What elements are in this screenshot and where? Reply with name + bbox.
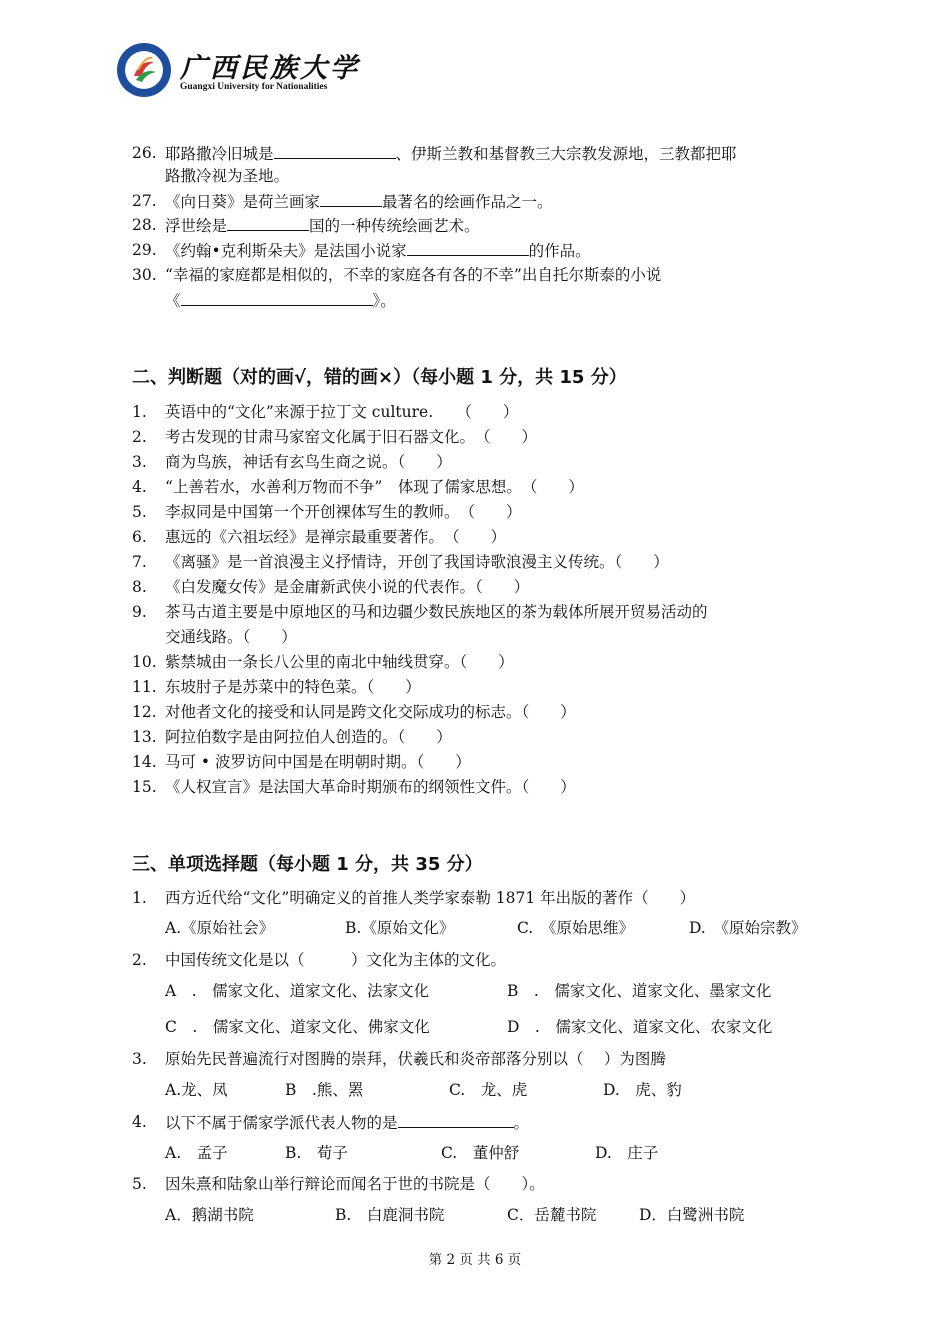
question-text[interactable]: 茶马古道主要是中原地区的马和边疆少数民族地区的茶为载体所展开贸易活动的 — [165, 603, 708, 621]
option-d[interactable]: D. 《原始宗教》 — [689, 919, 807, 937]
question-text[interactable]: 英语中的“文化”来源于拉丁文 culture. （ ） — [165, 403, 519, 421]
question-text[interactable]: 《白发魔女传》是金庸新武侠小说的代表作。（ ） — [165, 578, 530, 596]
option-b[interactable]: B. 荀子 — [285, 1144, 348, 1162]
true-false-item — [132, 552, 669, 572]
fill-question-26 — [132, 143, 737, 163]
true-false-item-cont[interactable]: 交通线路。（ ） — [165, 628, 297, 646]
question-text[interactable]: 惠远的《六祖坛经》是禅宗最重要著作。 （ ） — [165, 528, 507, 546]
choice-question-2 — [132, 950, 507, 970]
question-number: 2. — [132, 951, 147, 969]
question-number: 2. — [132, 428, 147, 446]
answer-blank[interactable] — [227, 215, 309, 231]
question-text[interactable]: 《离骚》是一首浪漫主义抒情诗，开创了我国诗歌浪漫主义传统。（ ） — [165, 553, 669, 571]
option-d[interactable]: D. 庄子 — [595, 1144, 659, 1162]
option-a[interactable]: A . 儒家文化、道家文化、法家文化 — [165, 982, 430, 1000]
answer-blank[interactable] — [181, 290, 373, 306]
fill-question-30 — [132, 265, 662, 285]
option-d[interactable]: D . 儒家文化、道家文化、农家文化 — [507, 1018, 773, 1036]
true-false-item — [132, 602, 708, 622]
option-b[interactable]: B . 儒家文化、道家文化、墨家文化 — [507, 982, 772, 1000]
answer-blank[interactable] — [398, 1112, 514, 1128]
question-number: 1. — [132, 403, 147, 421]
option-a[interactable]: A. 孟子 — [165, 1144, 228, 1162]
true-false-item — [132, 477, 584, 497]
option-a[interactable]: A．鹅湖书院 — [165, 1206, 254, 1224]
true-false-item — [132, 527, 507, 547]
question-text: 、伊斯兰教和基督教三大宗教发源地，三教都把耶 — [395, 145, 737, 163]
true-false-item — [132, 777, 576, 797]
question-text[interactable]: 东坡肘子是苏菜中的特色菜。（ ） — [165, 678, 421, 696]
question-text[interactable]: 考古发现的甘肃马家窑文化属于旧石器文化。 （ ） — [165, 428, 538, 446]
question-number: 12. — [132, 703, 157, 721]
choice-question-1 — [132, 888, 696, 908]
page-number: 第 2 页 共 6 页 — [428, 1252, 522, 1268]
question-number: 30. — [132, 266, 157, 284]
option-a[interactable]: A.龙、凤 — [165, 1081, 228, 1099]
question-text[interactable]: 紫禁城由一条长八公里的南北中轴线贯穿。（ ） — [165, 653, 514, 671]
option-a[interactable]: A.《原始社会》 — [165, 919, 275, 937]
question-text: 耶路撒冷旧城是 — [165, 145, 274, 163]
question-number: 28. — [132, 216, 157, 234]
fill-question-30-cont — [165, 290, 396, 311]
answer-blank[interactable] — [274, 143, 396, 159]
question-text[interactable]: 商为鸟族，神话有玄鸟生商之说。（ ） — [165, 453, 452, 471]
university-name-cn: 广西民族大学 — [180, 53, 360, 84]
question-text: 国的一种传统绘画艺术。 — [309, 217, 480, 235]
question-text: 因朱熹和陆象山举行辩论而闻名于世的书院是（ ）。 — [165, 1175, 545, 1193]
question-text: 西方近代给“文化”明确定义的首推人类学家泰勒 1871 年出版的著作（ ） — [165, 889, 696, 907]
question-text[interactable]: 阿拉伯数字是由阿拉伯人创造的。（ ） — [165, 728, 452, 746]
answer-blank[interactable] — [320, 191, 382, 207]
fill-question-27 — [132, 191, 553, 211]
true-false-item — [132, 402, 519, 422]
question-text: 《向日葵》是荷兰画家 — [165, 193, 321, 211]
section-title-single-choice: 三、单项选择题（每小题 1 分，共 35 分） — [132, 854, 483, 875]
university-name-en: Guangxi University for Nationalities — [180, 82, 328, 92]
question-text[interactable]: 李叔同是中国第一个开创裸体写生的教师。 （ ） — [165, 503, 522, 521]
question-number: 4. — [132, 1113, 147, 1131]
university-logo-icon — [116, 42, 172, 98]
question-number: 4. — [132, 478, 147, 496]
question-number: 15. — [132, 778, 157, 796]
question-number: 11. — [132, 678, 157, 696]
question-number: 26. — [132, 144, 157, 162]
question-text: 中国传统文化是以（ ）文化为主体的文化。 — [165, 951, 507, 969]
answer-blank[interactable] — [407, 240, 529, 256]
true-false-item — [132, 427, 538, 447]
option-c[interactable]: C. 《原始思维》 — [517, 919, 634, 937]
option-c[interactable]: C. 龙、虎 — [449, 1081, 528, 1099]
choice-question-5 — [132, 1174, 545, 1194]
option-b[interactable]: B. 白鹿洞书院 — [335, 1206, 445, 1224]
question-text[interactable]: “上善若水，水善利万物而不争” 体现了儒家思想。 （ ） — [165, 478, 584, 496]
question-number: 10. — [132, 653, 157, 671]
true-false-item — [132, 652, 514, 672]
option-b[interactable]: B .熊、罴 — [285, 1081, 364, 1099]
question-number: 3. — [132, 1050, 147, 1068]
question-text: 最著名的绘画作品之一。 — [382, 193, 553, 211]
question-text[interactable]: 对他者文化的接受和认同是跨文化交际成功的标志。（ ） — [165, 703, 576, 721]
fill-question-29 — [132, 240, 591, 260]
question-text: “幸福的家庭都是相似的，不幸的家庭各有各的不幸”出自托尔斯泰的小说 — [165, 266, 662, 284]
question-number: 27. — [132, 192, 157, 210]
question-text: 。 — [513, 1114, 530, 1132]
question-number: 14. — [132, 753, 157, 771]
question-number: 9. — [132, 603, 147, 621]
option-b[interactable]: B.《原始文化》 — [345, 919, 455, 937]
true-false-item — [132, 502, 522, 522]
question-text: 原始先民普遍流行对图腾的崇拜，伏羲氏和炎帝部落分别以（ ）为图腾 — [165, 1050, 666, 1068]
choice-question-3 — [132, 1049, 666, 1069]
question-number: 29. — [132, 241, 157, 259]
question-text: 的作品。 — [528, 242, 591, 260]
question-number: 13. — [132, 728, 157, 746]
question-text: 浮世绘是 — [165, 217, 228, 235]
question-number: 3. — [132, 453, 147, 471]
true-false-item — [132, 677, 421, 697]
true-false-item — [132, 577, 530, 597]
question-text[interactable]: 马可 • 波罗访问中国是在明朝时期。（ ） — [165, 753, 471, 771]
question-number: 8. — [132, 578, 147, 596]
true-false-item — [132, 752, 471, 772]
true-false-item — [132, 702, 576, 722]
option-d[interactable]: D. 虎、豹 — [603, 1081, 682, 1099]
true-false-item — [132, 452, 452, 472]
question-text: 《 — [165, 292, 181, 310]
question-text[interactable]: 《人权宣言》是法国大革命时期颁布的纲领性文件。（ ） — [165, 778, 576, 796]
question-number: 5. — [132, 1175, 147, 1193]
question-number: 5. — [132, 503, 147, 521]
option-c[interactable]: C．岳麓书院 — [507, 1206, 597, 1224]
option-c[interactable]: C. 董仲舒 — [441, 1144, 520, 1162]
choice-question-4 — [132, 1112, 530, 1132]
section-title-true-false: 二、判断题（对的画√，错的画×）（每小题 1 分，共 15 分） — [132, 367, 627, 388]
question-number: 7. — [132, 553, 147, 571]
question-number: 1. — [132, 889, 147, 907]
question-text: 以下不属于儒家学派代表人物的是 — [165, 1114, 398, 1132]
question-text: 《约翰•克利斯朵夫》是法国小说家 — [165, 242, 407, 260]
option-c[interactable]: C . 儒家文化、道家文化、佛家文化 — [165, 1018, 430, 1036]
option-d[interactable]: D．白鹭洲书院 — [639, 1206, 745, 1224]
fill-question-26-cont: 路撒冷视为圣地。 — [165, 167, 290, 185]
question-text: 》。 — [372, 292, 396, 310]
fill-question-28 — [132, 215, 480, 235]
question-number: 6. — [132, 528, 147, 546]
true-false-item — [132, 727, 452, 747]
